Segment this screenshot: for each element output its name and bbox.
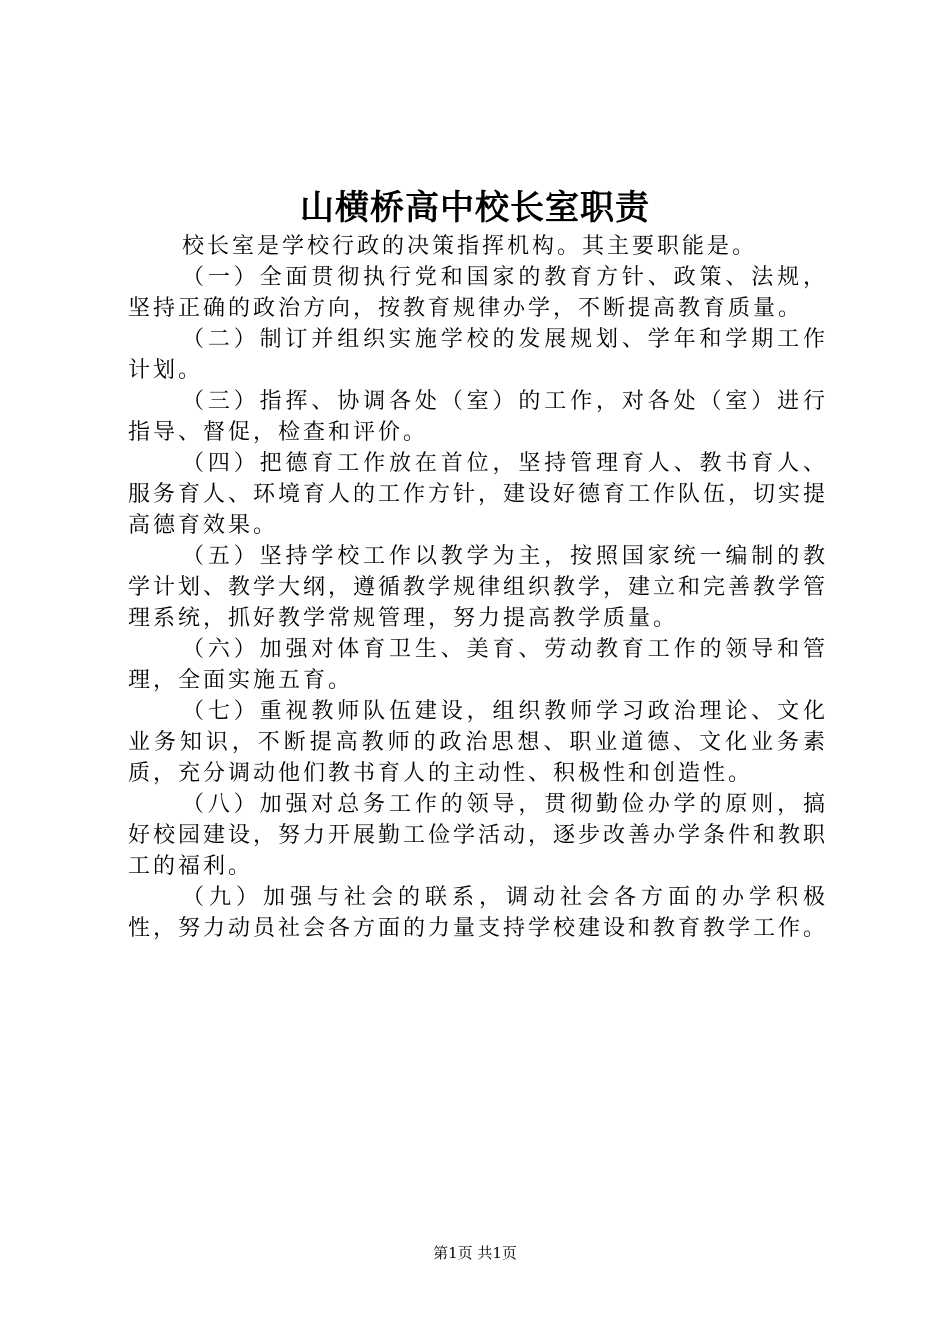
paragraph-intro: 校长室是学校行政的决策指挥机构。其主要职能是。 bbox=[182, 234, 758, 259]
paragraph-item-3: （三）指挥、协调各处（室）的工作，对各处（室）进行指导、督促，检查和评价。 bbox=[128, 389, 828, 445]
document-body bbox=[128, 231, 828, 944]
paragraph-item-2: （二）制订并组织实施学校的发展规划、学年和学期工作计划。 bbox=[128, 327, 828, 383]
document-title: 山横桥高中校长室职责 bbox=[300, 188, 650, 228]
paragraph-item-4: （四）把德育工作放在首位，坚持管理育人、教书育人、服务育人、环境育人的工作方针，建设好德育工作队伍，切实提高德育效果。 bbox=[128, 451, 829, 538]
paragraph-item-1: （一）全面贯彻执行党和国家的教育方针、政策、法规，坚持正确的政治方向，按教育规律办学，不断提高教育质量。 bbox=[128, 265, 828, 321]
paragraph-item-6: （六）加强对体育卫生、美育、劳动教育工作的领导和管理，全面实施五育。 bbox=[128, 637, 828, 693]
paragraph-item-8: （八）加强对总务工作的领导，贯彻勤俭办学的原则，搞好校园建设，努力开展勤工俭学活动，逐步改善办学条件和教职工的福利。 bbox=[128, 792, 829, 879]
paragraph-item-7: （七）重视教师队伍建设，组织教师学习政治理论、文化业务知识，不断提高教师的政治思想、职业道德、文化业务素质，充分调动他们教书育人的主动性、积极性和创造性。 bbox=[128, 699, 828, 786]
paragraph-item-5: （五）坚持学校工作以教学为主，按照国家统一编制的教学计划、教学大纲，遵循教学规律组织教学，建立和完善教学管理系统，抓好教学常规管理，努力提高教学质量。 bbox=[128, 544, 829, 631]
page-number-footer: 第1页 共1页 bbox=[433, 1244, 517, 1262]
paragraph-item-9: （九）加强与社会的联系，调动社会各方面的办学积极性，努力动员社会各方面的力量支持学校建设和教育教学工作。 bbox=[128, 885, 829, 941]
